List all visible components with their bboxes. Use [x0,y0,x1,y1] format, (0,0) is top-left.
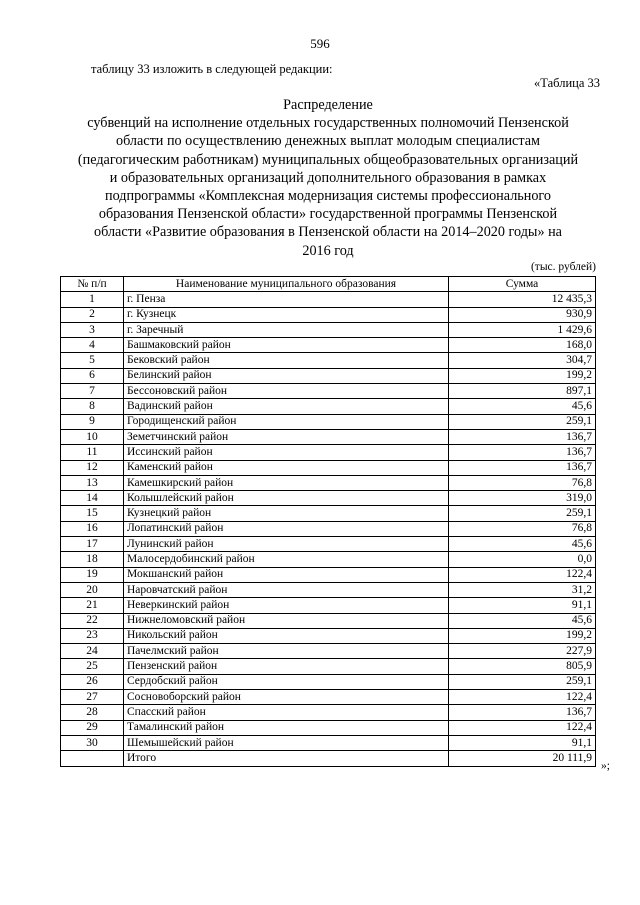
row-number: 15 [61,506,124,521]
row-sum: 91,1 [449,598,596,613]
row-sum: 122,4 [449,690,596,705]
table-row [61,705,596,720]
row-number: 4 [61,338,124,353]
title-line: образования Пензенской области» государственной программы Пензенской [98,206,558,223]
table-row [61,537,596,552]
row-sum: 0,0 [449,552,596,567]
row-number: 2 [61,307,124,322]
row-sum: 136,7 [449,705,596,720]
row-number: 18 [61,552,124,567]
row-sum: 897,1 [449,384,596,399]
row-number: 1 [61,292,124,307]
row-number: 22 [61,613,124,628]
row-sum: 12 435,3 [449,292,596,307]
row-number: 5 [61,353,124,368]
row-number: 9 [61,414,124,429]
municipality-name: г. Пенза [124,292,449,307]
row-sum: 805,9 [449,659,596,674]
row-sum: 45,6 [449,537,596,552]
table-row [61,338,596,353]
table-row [61,322,596,337]
row-number: 7 [61,384,124,399]
row-sum: 31,2 [449,582,596,597]
municipality-name: Шемышейский район [124,735,449,750]
municipality-name: Никольский район [124,628,449,643]
document-title [58,96,598,260]
municipality-name: Каменский район [124,460,449,475]
row-number: 10 [61,429,124,444]
intro-text: таблицу 33 изложить в следующей редакции: [91,62,333,76]
municipality-name: Мокшанский район [124,567,449,582]
table-row [61,353,596,368]
row-number: 20 [61,582,124,597]
title-line: 2016 год [302,242,354,259]
row-number: 12 [61,460,124,475]
municipality-name: Белинский район [124,368,449,383]
row-number: 21 [61,598,124,613]
table-row [61,582,596,597]
municipality-name: Башмаковский район [124,338,449,353]
municipality-name: Пачелмский район [124,644,449,659]
header-sum: Сумма [449,277,596,292]
table-row [61,644,596,659]
municipality-name: Нижнеломовский район [124,613,449,628]
row-number [61,751,124,766]
table-row [61,690,596,705]
row-number: 13 [61,475,124,490]
row-number: 16 [61,521,124,536]
table-row [61,429,596,444]
row-number: 26 [61,674,124,689]
row-sum: 259,1 [449,414,596,429]
row-sum: 930,9 [449,307,596,322]
row-sum: 45,6 [449,613,596,628]
row-sum: 122,4 [449,720,596,735]
title-line: Распределение [283,97,373,113]
row-sum: 1 429,6 [449,322,596,337]
row-sum: 91,1 [449,735,596,750]
table-row [61,720,596,735]
row-sum: 76,8 [449,475,596,490]
table-reference: «Таблица 33 [534,76,600,90]
row-sum: 45,6 [449,399,596,414]
row-sum: 304,7 [449,353,596,368]
municipality-name: Вадинский район [124,399,449,414]
row-sum: 136,7 [449,460,596,475]
table-row [61,674,596,689]
header-municipality: Наименование муниципального образования [124,277,449,292]
table-row [61,659,596,674]
table-row [61,735,596,750]
row-number: 11 [61,445,124,460]
table-row [61,368,596,383]
row-number: 24 [61,644,124,659]
table-row [61,521,596,536]
table-header-row [61,277,596,292]
municipality-name: Малосердобинский район [124,552,449,567]
municipality-name: Итого [124,751,449,766]
header-number: № п/п [61,277,124,292]
title-line: подпрограммы «Комплексная модернизация системы профессионального [104,188,551,205]
row-sum: 76,8 [449,521,596,536]
municipality-name: Бековский район [124,353,449,368]
municipality-name: Колышлейский район [124,491,449,506]
table-row [61,384,596,399]
row-sum: 122,4 [449,567,596,582]
row-number: 29 [61,720,124,735]
table-body [61,292,596,766]
row-number: 14 [61,491,124,506]
row-number: 3 [61,322,124,337]
table-row [61,307,596,322]
row-number: 17 [61,537,124,552]
table-row [61,567,596,582]
municipality-name: Сосновоборский район [124,690,449,705]
table-row [61,445,596,460]
municipality-name: Тамалинский район [124,720,449,735]
title-line: области «Развитие образования в Пензенской области на 2014–2020 годы» на [94,224,562,241]
page-number: 596 [310,36,330,51]
row-sum: 136,7 [449,445,596,460]
row-sum: 20 111,9 [449,751,596,766]
title-line: субвенций на исполнение отдельных государственных полномочий Пензенской [87,115,569,132]
row-sum: 227,9 [449,644,596,659]
municipality-name: Бессоновский район [124,384,449,399]
row-sum: 259,1 [449,674,596,689]
row-sum: 319,0 [449,491,596,506]
units-label: (тыс. рублей) [530,261,596,273]
row-sum: 168,0 [449,338,596,353]
municipality-name: Кузнецкий район [124,506,449,521]
table-row [61,399,596,414]
table-row [61,598,596,613]
title-line: (педагогическим работникам) муниципальных общеобразовательных организаций [77,151,579,168]
table-row [61,552,596,567]
table-row [61,506,596,521]
row-sum: 259,1 [449,506,596,521]
municipality-name: Сердобский район [124,674,449,689]
row-number: 28 [61,705,124,720]
municipality-name: Камешкирский район [124,475,449,490]
row-sum: 199,2 [449,368,596,383]
municipality-name: Неверкинский район [124,598,449,613]
table-row [61,475,596,490]
table-row [61,414,596,429]
municipality-name: Земетчинский район [124,429,449,444]
title-line: области по осуществлению денежных выплат молодым специалистам [115,133,541,150]
municipality-name: Иссинский район [124,445,449,460]
row-number: 6 [61,368,124,383]
row-number: 8 [61,399,124,414]
closing-mark: »; [601,760,610,772]
row-number: 23 [61,628,124,643]
table-row [61,460,596,475]
municipality-name: Наровчатский район [124,582,449,597]
distribution-table [60,276,596,767]
municipality-name: Спасский район [124,705,449,720]
total-row [61,751,596,766]
municipality-name: г. Кузнецк [124,307,449,322]
row-number: 19 [61,567,124,582]
table-row [61,628,596,643]
municipality-name: Пензенский район [124,659,449,674]
table-row [61,613,596,628]
row-sum: 199,2 [449,628,596,643]
municipality-name: Лопатинский район [124,521,449,536]
municipality-name: Лунинский район [124,537,449,552]
row-number: 30 [61,735,124,750]
table-row [61,292,596,307]
municipality-name: Городищенский район [124,414,449,429]
table-row [61,491,596,506]
row-sum: 136,7 [449,429,596,444]
title-line: и образовательных организаций дополнительного образования в рамках [109,169,547,186]
row-number: 25 [61,659,124,674]
municipality-name: г. Заречный [124,322,449,337]
row-number: 27 [61,690,124,705]
